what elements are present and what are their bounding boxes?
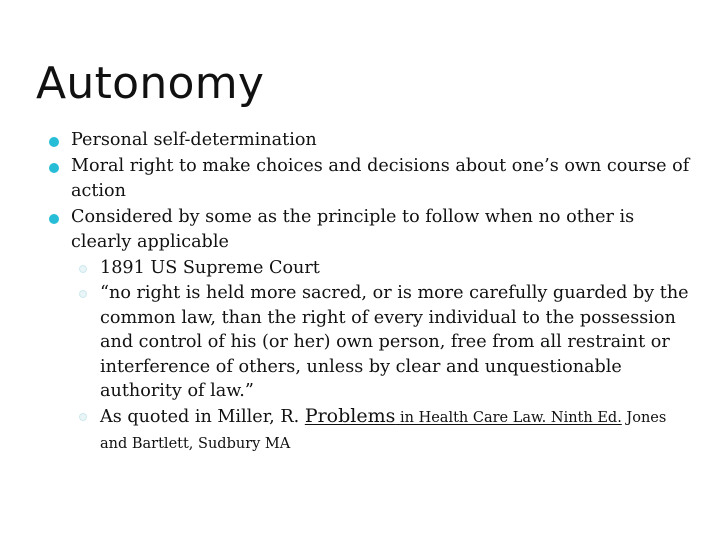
slide-title: Autonomy bbox=[36, 58, 265, 109]
bullet-item bbox=[48, 205, 698, 254]
sub-bullet-dot-icon bbox=[79, 413, 87, 421]
sub-bullet-item bbox=[48, 281, 698, 403]
bullet-dot-icon bbox=[49, 214, 59, 224]
citation-book-rest: in Health Care Law. Ninth Ed. bbox=[395, 410, 622, 427]
sub-bullet-item bbox=[48, 256, 698, 280]
citation-book-word: Problems bbox=[304, 405, 396, 428]
sub-bullet-dot-icon bbox=[79, 265, 87, 273]
citation-suffix: Jones and Bartlett, Sudbury MA bbox=[100, 410, 667, 452]
citation-prefix: As quoted in Miller, R. bbox=[100, 407, 305, 428]
bullet-text: Personal self-determination bbox=[71, 130, 317, 150]
sub-bullet-text: 1891 US Supreme Court bbox=[100, 258, 320, 279]
sub-bullet-dot-icon bbox=[79, 290, 87, 298]
sub-bullet-item bbox=[48, 404, 698, 456]
bullet-text: Moral right to make choices and decisions about one’s own course of action bbox=[71, 156, 690, 201]
bullet-item bbox=[48, 128, 698, 152]
slide-content bbox=[48, 128, 698, 457]
bullet-dot-icon bbox=[49, 163, 59, 173]
quote-text: “no right is held more sacred, or is more carefully guarded by the common law, than the right of every individual to the possession and control of his (or her) own person, free from all restraint or interference of others, unless by clear and unquestionable authority of law.” bbox=[100, 283, 689, 402]
bullet-item bbox=[48, 154, 698, 203]
bullet-text: Considered by some as the principle to follow when no other is clearly applicable bbox=[71, 207, 635, 252]
bullet-dot-icon bbox=[49, 137, 59, 147]
